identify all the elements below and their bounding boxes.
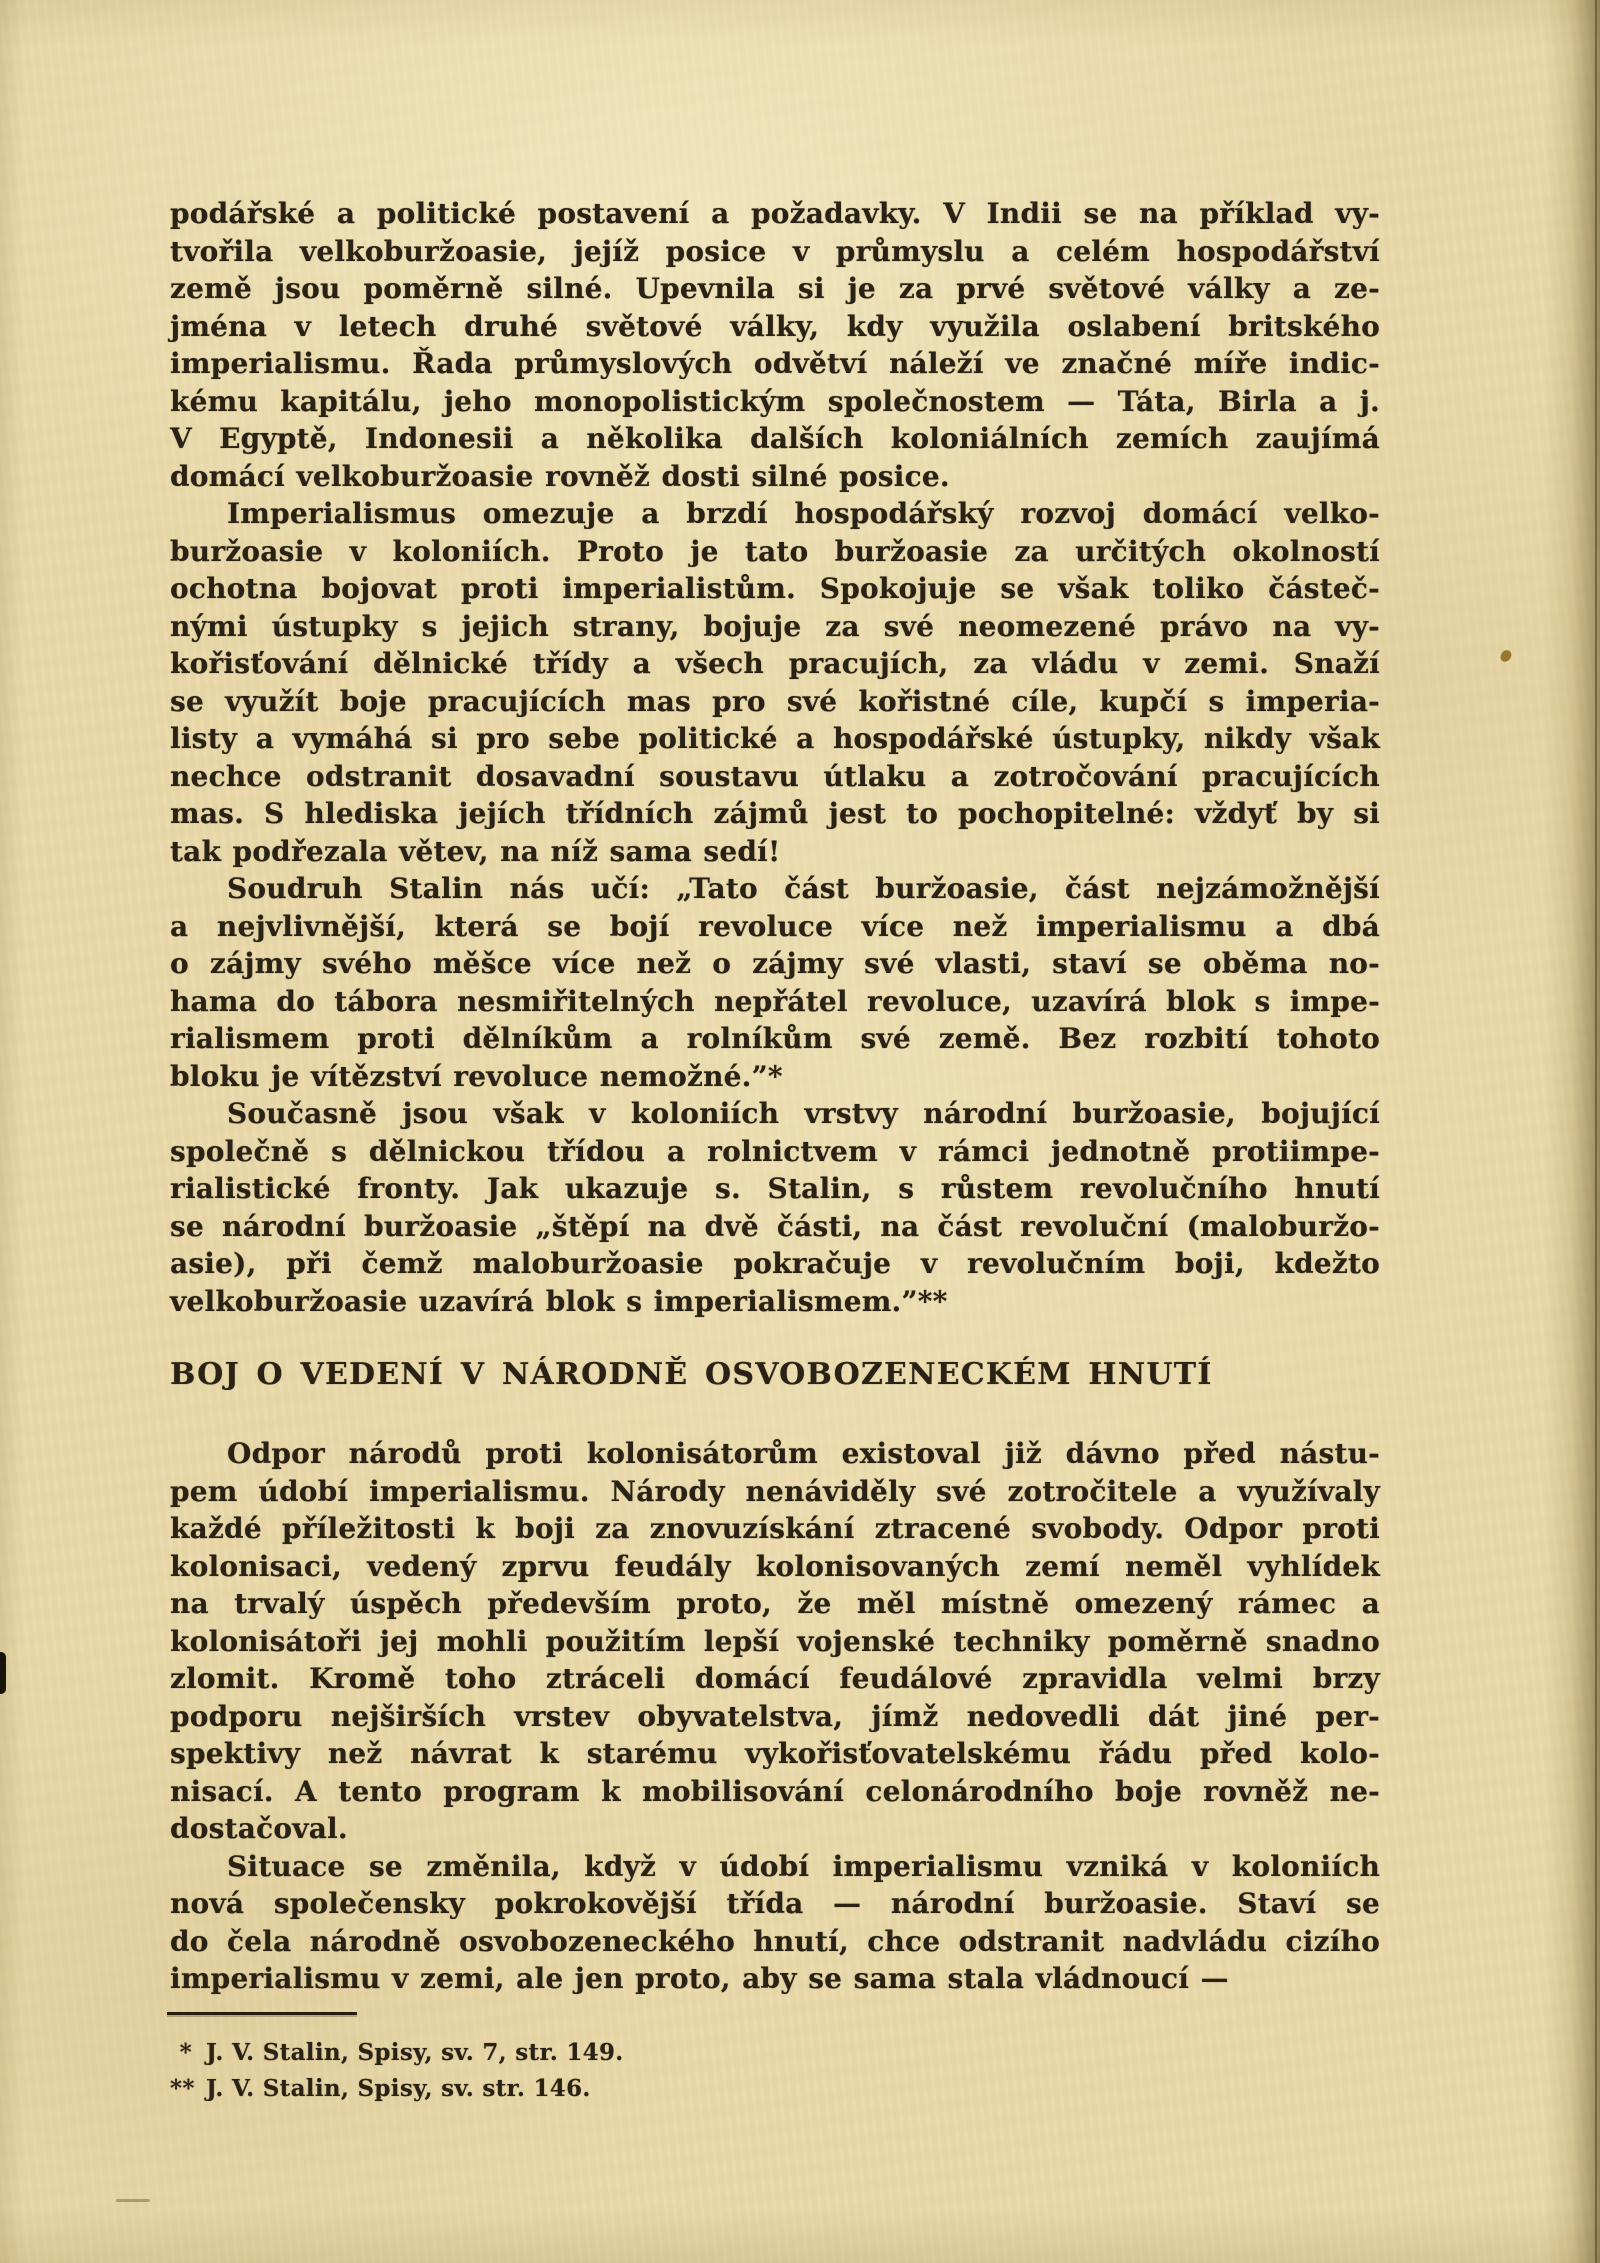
text-line: listy a vymáhá si pro sebe politické a hospodářské ústupky, nikdy však	[170, 722, 1380, 755]
text-line: rialistické fronty. Jak ukazuje s. Stalin, s růstem revolučního hnutí	[170, 1172, 1380, 1205]
text-line: tvořila velkoburžoasie, jejíž posice v průmyslu a celém hospodářství	[170, 234, 1380, 268]
footnote-1-text: J. V. Stalin, Spisy, sv. 7, str. 149.	[206, 2038, 624, 2066]
text-line: nechce odstranit dosavadní soustavu útlaku a zotročování pracujících	[170, 759, 1380, 793]
paper-fiber-mark	[116, 2199, 150, 2202]
text-line: kolonisátoři jej mohli použitím lepší vojenské techniky poměrně snadno	[170, 1624, 1380, 1658]
text-line: Současně jsou však v koloniích vrstvy národní buržoasie, bojující	[227, 1097, 1380, 1130]
text-line: Soudruh Stalin nás učí: „Tato část buržoasie, část nejzámožnější	[227, 872, 1380, 905]
text-line: kořisťování dělnické třídy a všech pracujích, za vládu v zemi. Snaží	[170, 647, 1380, 680]
text-line: V Egyptě, Indonesii a několika dalších koloniálních zemích zaujímá	[170, 422, 1380, 455]
text-line: společně s dělnickou třídou a rolnictvem v rámci jednotně protiimpe-	[170, 1134, 1380, 1168]
text-line: se národní buržoasie „štěpí na dvě části, na část revoluční (maloburžo-	[170, 1209, 1380, 1243]
text-line: imperialismu v zemi, ale jen proto, aby se sama stala vládnoucí —	[170, 1962, 1229, 1995]
text-line: asie), při čemž maloburžoasie pokračuje v revolučním boji, kdežto	[170, 1247, 1380, 1280]
section-heading: BOJ O VEDENÍ V NÁRODNĚ OSVOBOZENECKÉM HNUTÍ	[170, 1357, 1213, 1392]
text-line: ochotna bojovat proti imperialistům. Spokojuje se však toliko částeč-	[170, 572, 1380, 605]
footnote-2-marker: **	[170, 2074, 195, 2102]
text-line: Imperialismus omezuje a brzdí hospodářský rozvoj domácí velko-	[227, 497, 1380, 530]
text-line: do čela národně osvobozeneckého hnutí, chce odstranit nadvládu cizího	[170, 1924, 1380, 1958]
footnote-2	[170, 2071, 1380, 2107]
text-line: zlomit. Kromě toho ztráceli domácí feudálové zpravidla velmi brzy	[170, 1662, 1380, 1695]
text-line: a nejvlivnější, která se bojí revoluce více než imperialismu a dbá	[170, 909, 1380, 943]
text-line: kému kapitálu, jeho monopolistickým společnostem — Táta, Birla a j.	[170, 384, 1380, 418]
body-text-after-heading	[170, 1435, 1380, 1998]
text-line: imperialismu. Řada průmyslových odvětví náleží ve značné míře indic-	[170, 347, 1380, 380]
footnote-1	[170, 2035, 1380, 2071]
text-line: rialismem proti dělníkům a rolníkům své země. Bez rozbití tohoto	[170, 1022, 1380, 1055]
text-line: nými ústupky s jejich strany, bojuje za své neomezené právo na vy-	[170, 609, 1380, 643]
text-line: bloku je vítězství revoluce nemožné.”*	[170, 1059, 783, 1093]
footnote-divider-rule	[167, 2012, 357, 2015]
text-block	[170, 195, 1380, 2107]
text-line: tak podřezala větev, na níž sama sedí!	[170, 834, 781, 868]
text-line: dostačoval.	[170, 1812, 348, 1845]
text-line: spektivy než návrat k starému vykořisťovatelskému řádu před kolo-	[170, 1737, 1380, 1770]
text-line: Odpor národů proti kolonisátorům existoval již dávno před nástu-	[227, 1437, 1380, 1470]
text-line: mas. S hlediska jejích třídních zájmů jest to pochopitelné: vždyť by si	[170, 797, 1380, 830]
text-line: každé příležitosti k boji za znovuzískání ztracené svobody. Odpor proti	[170, 1512, 1380, 1545]
text-line: velkoburžoasie uzavírá blok s imperialismem.”**	[170, 1284, 948, 1318]
text-line: na trvalý úspěch především proto, že měl místně omezený rámec a	[170, 1587, 1380, 1620]
footnote-1-marker: *	[179, 2038, 192, 2066]
text-line: buržoasie v koloniích. Proto je tato buržoasie za určitých okolností	[170, 534, 1380, 568]
footnotes	[170, 2035, 1380, 2107]
text-line: země jsou poměrně silné. Upevnila si je za prvé světové války a ze-	[170, 272, 1380, 305]
text-line: hama do tábora nesmiřitelných nepřátel revoluce, uzavírá blok s impe-	[170, 984, 1380, 1018]
text-line: podporu nejširších vrstev obyvatelstva, jímž nedovedli dát jiné per-	[170, 1699, 1380, 1733]
scan-artifact-left-edge-blob	[0, 1652, 6, 1694]
text-line: pem údobí imperialismu. Národy nenáviděly své zotročitele a využívaly	[170, 1474, 1380, 1508]
text-line: nová společensky pokrokovější třída — národní buržoasie. Staví se	[170, 1887, 1380, 1920]
text-line: kolonisaci, vedený zprvu feudály kolonisovaných zemí neměl vyhlídek	[170, 1549, 1380, 1583]
page-edge-shadow	[1595, 0, 1597, 2263]
text-line: se využít boje pracujících mas pro své kořistné cíle, kupčí s imperia-	[170, 684, 1380, 718]
text-line: domácí velkoburžoasie rovněž dosti silné posice.	[170, 459, 950, 493]
text-line: jména v letech druhé světové války, kdy využila oslabení britského	[170, 309, 1380, 343]
paper-speck	[1499, 649, 1513, 664]
text-line: podářské a politické postavení a požadavky. V Indii se na příklad vy-	[170, 197, 1380, 230]
text-line: nisací. A tento program k mobilisování celonárodního boje rovněž ne-	[170, 1774, 1380, 1808]
footnote-2-text: J. V. Stalin, Spisy, sv. str. 146.	[206, 2074, 591, 2102]
text-line: Situace se změnila, když v údobí imperialismu vzniká v koloniích	[227, 1849, 1380, 1883]
body-text-before-heading	[170, 195, 1380, 1320]
text-line: o zájmy svého měšce více než o zájmy své vlasti, staví se oběma no-	[170, 947, 1380, 980]
